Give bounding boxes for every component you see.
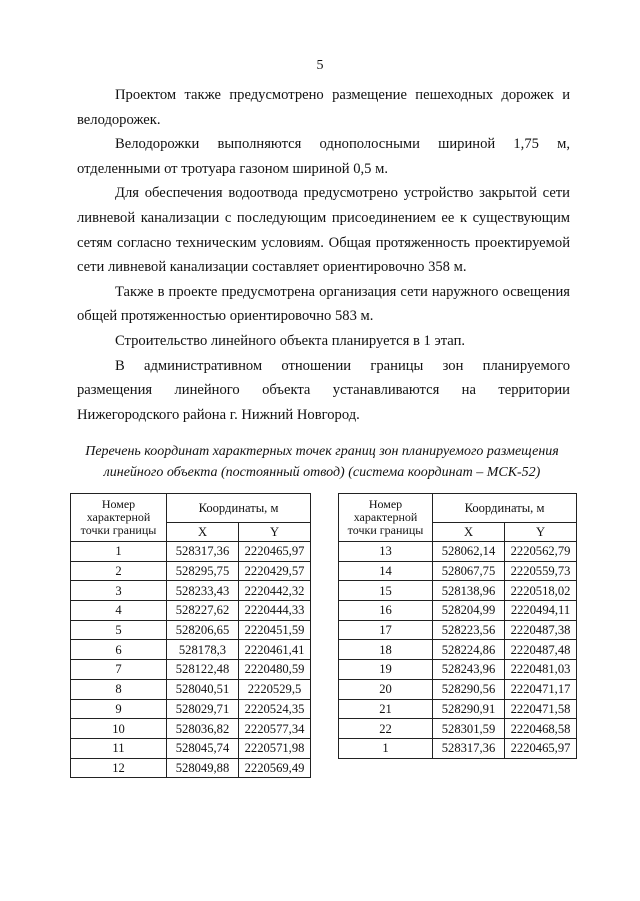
cell-point-number: 12 (71, 758, 167, 778)
paragraph-construction-stage: Строительство линейного объекта планируется в 1 этап. (115, 332, 466, 349)
cell-point-number: 7 (71, 660, 167, 680)
cell-y: 2220468,58 (505, 719, 577, 739)
cell-x: 528317,36 (167, 542, 239, 562)
cell-point-number: 1 (71, 542, 167, 562)
cell-point-number: 16 (339, 601, 433, 621)
table-row (71, 561, 311, 581)
table-row (339, 581, 577, 601)
cell-x: 528040,51 (167, 679, 239, 699)
table-caption (72, 441, 572, 483)
cell-x: 528295,75 (167, 561, 239, 581)
table-row (71, 719, 311, 739)
table-row (339, 561, 577, 581)
header-x: X (433, 523, 505, 542)
table-row (71, 640, 311, 660)
cell-x: 528301,59 (433, 719, 505, 739)
cell-y: 2220444,33 (239, 601, 311, 621)
cell-point-number: 2 (71, 561, 167, 581)
cell-y: 2220494,11 (505, 601, 577, 621)
cell-point-number: 11 (71, 738, 167, 758)
cell-y: 2220471,58 (505, 699, 577, 719)
cell-point-number: 20 (339, 679, 433, 699)
coordinates-table-left (70, 493, 311, 778)
cell-point-number: 15 (339, 581, 433, 601)
cell-x: 528029,71 (167, 699, 239, 719)
table-row (71, 758, 311, 778)
cell-x: 528138,96 (433, 581, 505, 601)
table-row (339, 542, 577, 562)
cell-x: 528233,43 (167, 581, 239, 601)
cell-x: 528067,75 (433, 561, 505, 581)
cell-point-number: 3 (71, 581, 167, 601)
cell-y: 2220487,48 (505, 640, 577, 660)
cell-x: 528204,99 (433, 601, 505, 621)
cell-x: 528243,96 (433, 660, 505, 680)
table-row (339, 699, 577, 719)
cell-y: 2220562,79 (505, 542, 577, 562)
cell-point-number: 10 (71, 719, 167, 739)
coordinates-table-right (338, 493, 577, 759)
table-body-right (339, 542, 577, 759)
paragraph-administrative: В административном отношении границы зон планируемого размещения линейного объекта устанавливаются на территории Нижегородского района г. Нижний Новгород. (77, 357, 570, 423)
table-caption-line-2: линейного объекта (постоянный отвод) (система координат – МСК-52) (103, 465, 541, 480)
paragraph-drainage: Для обеспечения водоотвода предусмотрено устройство закрытой сети ливневой канализации с последующим присоединением ее к существующим сетям согласно техническим условиям. Общая протяженность проектируемой сети ливневой канализации составляет ориентировочно 358 м. (77, 185, 570, 276)
header-coordinates: Координаты, м (433, 494, 577, 523)
table-row (339, 660, 577, 680)
header-y: Y (239, 523, 311, 542)
cell-point-number: 17 (339, 620, 433, 640)
cell-y: 2220480,59 (239, 660, 311, 680)
cell-y: 2220465,97 (239, 542, 311, 562)
cell-y: 2220524,35 (239, 699, 311, 719)
cell-point-number: 5 (71, 620, 167, 640)
table-row (71, 581, 311, 601)
header-point-number: Номер характерной точки границы (339, 494, 433, 542)
cell-y: 2220442,32 (239, 581, 311, 601)
cell-point-number: 21 (339, 699, 433, 719)
cell-point-number: 14 (339, 561, 433, 581)
table-row (71, 601, 311, 621)
cell-x: 528036,82 (167, 719, 239, 739)
table-body-left (71, 542, 311, 778)
cell-x: 528178,3 (167, 640, 239, 660)
cell-point-number: 19 (339, 660, 433, 680)
cell-point-number: 9 (71, 699, 167, 719)
cell-y: 2220487,38 (505, 620, 577, 640)
cell-y: 2220481,03 (505, 660, 577, 680)
cell-y: 2220518,02 (505, 581, 577, 601)
cell-x: 528049,88 (167, 758, 239, 778)
cell-y: 2220559,73 (505, 561, 577, 581)
header-coordinates: Координаты, м (167, 494, 311, 523)
page-number: 5 (316, 58, 324, 73)
cell-y: 2220569,49 (239, 758, 311, 778)
table-row (71, 679, 311, 699)
cell-x: 528290,56 (433, 679, 505, 699)
cell-x: 528122,48 (167, 660, 239, 680)
cell-y: 2220571,98 (239, 738, 311, 758)
cell-point-number: 18 (339, 640, 433, 660)
cell-point-number: 22 (339, 719, 433, 739)
table-row (71, 660, 311, 680)
table-row (71, 738, 311, 758)
cell-x: 528227,62 (167, 601, 239, 621)
table-row (339, 601, 577, 621)
table-row (339, 640, 577, 660)
cell-y: 2220465,97 (505, 738, 577, 758)
cell-y: 2220429,57 (239, 561, 311, 581)
paragraph-bike-paths: Велодорожки выполняются однополосными шириной 1,75 м, отделенными от тротуара газоном шириной 0,5 м. (77, 136, 570, 177)
table-row (339, 620, 577, 640)
table-row (71, 542, 311, 562)
cell-y: 2220577,34 (239, 719, 311, 739)
cell-point-number: 13 (339, 542, 433, 562)
paragraph-lighting: Также в проекте предусмотрена организация сети наружного освещения общей протяженностью ориентировочно 583 м. (77, 283, 570, 325)
header-x: X (167, 523, 239, 542)
table-row (339, 719, 577, 739)
cell-x: 528206,65 (167, 620, 239, 640)
cell-y: 2220471,17 (505, 679, 577, 699)
cell-y: 2220529,5 (239, 679, 311, 699)
cell-y: 2220451,59 (239, 620, 311, 640)
table-row (71, 620, 311, 640)
table-row (339, 738, 577, 758)
paragraph-walkways: Проектом также предусмотрено размещение пешеходных дорожек и велодорожек. (77, 87, 570, 128)
cell-x: 528317,36 (433, 738, 505, 758)
cell-point-number: 1 (339, 738, 433, 758)
cell-point-number: 8 (71, 679, 167, 699)
cell-x: 528062,14 (433, 542, 505, 562)
cell-x: 528045,74 (167, 738, 239, 758)
cell-x: 528290,91 (433, 699, 505, 719)
table-row (71, 699, 311, 719)
cell-y: 2220461,41 (239, 640, 311, 660)
body-text (77, 83, 570, 427)
cell-x: 528223,56 (433, 620, 505, 640)
cell-x: 528224,86 (433, 640, 505, 660)
header-y: Y (505, 523, 577, 542)
header-point-number: Номер характерной точки границы (71, 494, 167, 542)
cell-point-number: 6 (71, 640, 167, 660)
table-caption-line-1: Перечень координат характерных точек границ зон планируемого размещения (85, 444, 559, 459)
cell-point-number: 4 (71, 601, 167, 621)
table-row (339, 679, 577, 699)
